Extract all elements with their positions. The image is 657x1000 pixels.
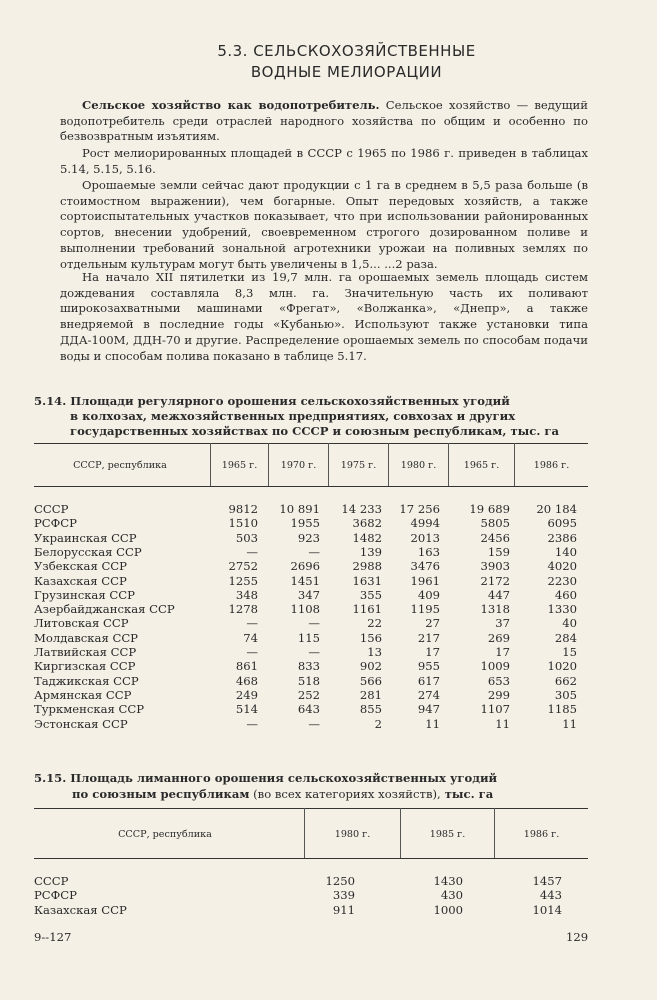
table-515-header-year: 1986 г. — [523, 829, 560, 840]
table-515-header-year: 1985 г. — [429, 829, 466, 840]
table-515-region-cell: СССР — [34, 874, 69, 888]
table-514-value-cell: 566 — [359, 673, 382, 688]
table-514-row — [34, 702, 588, 716]
table-514-value-cell: — — [246, 544, 258, 559]
table-515-caption-normal: (во всех категориях хозяйств), — [249, 787, 441, 801]
table-514-value-cell: 2456 — [480, 530, 510, 545]
table-514-value-cell: 2013 — [410, 530, 440, 545]
table-514-region-cell: Грузинская ССР — [34, 587, 135, 602]
section-title-line1: 5.3. СЕЛЬСКОХОЗЯЙСТВЕННЫЕ — [217, 42, 476, 60]
paragraph-4: На начало XII пятилетки из 19,7 млн. га орошаемых земель площадь систем дождевания составляла 8,3 млн. га. Значительную часть их поливают широкозахватными машинами «Фрегат», «Волжанка», «Днепр», а также внедряемой в последние годы «Кубанью». Используют также установки типа ДДА-100М, ДДН-70 и другие. Распределение орошаемых земель по способам подачи воды и способам полива показано в таблице 5.17. — [60, 270, 588, 363]
table-514-value-cell: 1631 — [352, 573, 382, 588]
table-514-region-cell: Молдавская ССР — [34, 630, 138, 645]
table-514-value-cell: — — [308, 645, 320, 659]
table-514-region-cell: Туркменская ССР — [34, 702, 145, 717]
table-514-value-cell: 4020 — [547, 559, 577, 574]
table-514-row — [34, 616, 588, 630]
table-514-caption-line3: государственных хозяйствах по СССР и союзным республикам, тыс. га — [70, 424, 560, 438]
table-514-value-cell: 1020 — [547, 659, 577, 674]
table-514-value-cell: 299 — [487, 687, 510, 702]
table-514-header-year: 1986 г. — [533, 460, 570, 471]
section-title-line2: ВОДНЫЕ МЕЛИОРАЦИИ — [250, 63, 443, 81]
table-514-value-cell: 662 — [554, 673, 577, 688]
table-514-value-cell: 281 — [359, 687, 382, 702]
table-514-value-cell: 902 — [359, 659, 382, 674]
table-514-value-cell: — — [246, 645, 258, 659]
table-514-region-cell: СССР — [34, 502, 69, 516]
page-number: 129 — [566, 930, 589, 944]
table-514-value-cell: 2386 — [547, 530, 577, 545]
table-514-row — [34, 502, 588, 516]
table-514-header-year: 1975 г. — [340, 460, 377, 471]
table-515-value-cell: 339 — [332, 888, 355, 903]
table-515-row — [34, 874, 588, 888]
table-514-value-cell: 1107 — [480, 702, 510, 717]
table-514-value-cell: 1255 — [228, 573, 258, 588]
table-514-value-cell: 4994 — [410, 516, 440, 531]
table-514-value-cell: 1330 — [547, 602, 577, 617]
table-515-caption-tail: тыс. га — [440, 787, 494, 801]
table-514-value-cell: — — [308, 716, 320, 731]
table-515-value-cell: 1000 — [433, 902, 463, 917]
table-514-value-cell: 1451 — [290, 573, 320, 588]
paragraph-2: Рост мелиорированных площадей в СССР с 1965 по 1986 г. приведен в таблицах 5.14, 5.15, 5.16. — [60, 146, 588, 176]
table-514-value-cell: 947 — [417, 702, 440, 717]
table-514-value-cell: 1195 — [410, 602, 440, 617]
table-514-value-cell: 17 — [495, 645, 510, 659]
table-514-value-cell: 923 — [297, 530, 320, 545]
table-515-caption-bold: по союзным республикам — [72, 787, 250, 801]
table-514-value-cell: 37 — [495, 616, 510, 631]
table-514-value-cell: 833 — [297, 659, 320, 674]
table-514-row — [34, 717, 588, 731]
table-514-row — [34, 602, 588, 616]
table-514-value-cell: 468 — [235, 673, 258, 688]
table-514-top-rule — [34, 443, 588, 444]
table-514-value-cell: — — [246, 716, 258, 731]
table-514-value-cell: 514 — [235, 702, 258, 717]
table-514-value-cell: 19 689 — [469, 502, 510, 516]
table-514-value-cell: 2696 — [290, 559, 320, 574]
table-514-value-cell: 11 — [562, 716, 577, 731]
table-514-region-cell: Украинская ССР — [34, 530, 137, 545]
table-514-value-cell: 40 — [562, 616, 577, 631]
table-514-region-cell: Латвийская ССР — [34, 645, 137, 659]
table-514-value-cell: 274 — [417, 687, 440, 702]
table-514-value-cell: 2172 — [480, 573, 510, 588]
table-514-value-cell: 159 — [487, 544, 510, 559]
table-514-value-cell: 9812 — [228, 502, 258, 516]
table-514-value-cell: 284 — [554, 630, 577, 645]
table-514-value-cell: 3682 — [352, 516, 382, 531]
paragraph-3: Орошаемые земли сейчас дают продукции с 1 га в среднем в 5,5 раза больше (в стоимостном выражении), чем богарные. Опыт передовых хозяйств, а также сортоиспытательных участков показывает, что при использовании районированных сортов, внесении удобрений, своевременном строгого дозированном поливе и выполнении требований зональной агротехники урожаи на поливных землях по отдельным культурам могут быть увеличены в 1,5... ...2 раза. — [60, 178, 588, 271]
table-514-row — [34, 645, 588, 659]
table-514-value-cell: 11 — [495, 716, 510, 731]
table-514-value-cell: 22 — [367, 616, 382, 631]
table-514-value-cell: 1510 — [228, 516, 258, 531]
table-514-value-cell: 15 — [562, 645, 577, 659]
table-514-value-cell: 1185 — [547, 702, 577, 717]
table-514-header-year: 1965 г. — [221, 460, 258, 471]
table-515-value-cell: 1457 — [532, 874, 562, 888]
table-514-row — [34, 688, 588, 702]
table-515-top-rule — [34, 808, 588, 809]
table-514-header-year: 1970 г. — [280, 460, 317, 471]
table-514-value-cell: 13 — [367, 645, 382, 659]
printer-signature: 9--127 — [34, 930, 72, 944]
table-514-value-cell: 503 — [235, 530, 258, 545]
table-514-region-cell: Литовская ССР — [34, 616, 129, 631]
table-515-value-cell: 430 — [440, 888, 463, 903]
table-514-row — [34, 559, 588, 573]
table-514-row — [34, 516, 588, 530]
table-514-value-cell: 269 — [487, 630, 510, 645]
table-514-row — [34, 659, 588, 673]
table-514-value-cell: 1961 — [410, 573, 440, 588]
table-514-value-cell: 643 — [297, 702, 320, 717]
table-514-value-cell: 447 — [487, 587, 510, 602]
table-515-value-cell: 443 — [539, 888, 562, 903]
table-514-region-cell: Казахская ССР — [34, 573, 127, 588]
table-514-row — [34, 531, 588, 545]
table-514-region-cell: Киргизская ССР — [34, 659, 136, 674]
table-515-row — [34, 888, 588, 902]
table-514-value-cell: — — [246, 616, 258, 631]
table-514-value-cell: 252 — [297, 687, 320, 702]
table-515-region-cell: РСФСР — [34, 888, 77, 903]
table-514-value-cell: 115 — [297, 630, 320, 645]
table-514-value-cell: 163 — [417, 544, 440, 559]
table-514-value-cell: 653 — [487, 673, 510, 688]
table-514-value-cell: 11 — [425, 716, 440, 731]
table-515-header-region: СССР, республика — [118, 829, 212, 840]
table-514-row — [34, 588, 588, 602]
table-514-value-cell: 409 — [417, 587, 440, 602]
table-515-value-cell: 1430 — [433, 874, 463, 888]
table-514-value-cell: 2 — [374, 716, 382, 731]
table-514-value-cell: 14 233 — [341, 502, 382, 516]
table-515-header-year: 1980 г. — [334, 829, 371, 840]
table-514-value-cell: 217 — [417, 630, 440, 645]
table-514-value-cell: — — [308, 544, 320, 559]
table-514-value-cell: 17 256 — [399, 502, 440, 516]
table-514-value-cell: 855 — [359, 702, 382, 717]
table-515-region-cell: Казахская ССР — [34, 902, 127, 917]
table-514-region-cell: Азербайджанская ССР — [34, 602, 175, 617]
table-514-value-cell: 3903 — [480, 559, 510, 574]
table-514-value-cell: 2230 — [547, 573, 577, 588]
paragraph-1-text: Сельское хозяйство — ведущий водопотребитель среди отраслей народного хозяйства по общим и особенно по безвозвратным изъятиям. — [60, 98, 588, 144]
table-514-value-cell: 249 — [235, 687, 258, 702]
table-514-value-cell: 1318 — [480, 602, 510, 617]
table-514-row — [34, 631, 588, 645]
table-514-value-cell: 1278 — [228, 602, 258, 617]
table-514-value-cell: 348 — [235, 587, 258, 602]
table-514-header-year: 1965 г. — [463, 460, 500, 471]
table-514-value-cell: 955 — [417, 659, 440, 674]
table-514-value-cell: 2988 — [352, 559, 382, 574]
table-514-row — [34, 574, 588, 588]
table-514-value-cell: 1108 — [290, 602, 320, 617]
table-515-value-cell: 911 — [332, 902, 355, 917]
table-514-value-cell: 347 — [297, 587, 320, 602]
table-514-row — [34, 545, 588, 559]
table-514-value-cell: 1009 — [480, 659, 510, 674]
table-514-header-year: 1980 г. — [400, 460, 437, 471]
table-514-value-cell: 156 — [359, 630, 382, 645]
table-514-value-cell: 140 — [554, 544, 577, 559]
table-515-header-rule — [34, 858, 588, 859]
table-514-value-cell: 20 184 — [536, 502, 577, 516]
table-514-value-cell: 2752 — [228, 559, 258, 574]
table-514-value-cell: 27 — [425, 616, 440, 631]
table-514-value-cell: 74 — [243, 630, 258, 645]
table-515-value-cell: 1250 — [325, 874, 355, 888]
table-514-region-cell: Таджикская ССР — [34, 673, 139, 688]
table-514-region-cell: РСФСР — [34, 516, 77, 531]
table-514-header-rule — [34, 486, 588, 487]
table-514-value-cell: 10 891 — [279, 502, 320, 516]
table-514-value-cell: 139 — [359, 544, 382, 559]
table-514-value-cell: 5805 — [480, 516, 510, 531]
table-514-region-cell: Эстонская ССР — [34, 716, 128, 731]
table-515-caption-line1: 5.15. Площадь лиманного орошения сельскохозяйственных угодий — [34, 771, 498, 785]
table-514-value-cell: 305 — [554, 687, 577, 702]
table-515-value-cell: 1014 — [532, 902, 562, 917]
table-514-value-cell: 861 — [235, 659, 258, 674]
table-515-row — [34, 903, 588, 917]
table-514-value-cell: 6095 — [547, 516, 577, 531]
table-514-row — [34, 674, 588, 688]
paragraph-1 — [60, 98, 588, 145]
table-514-value-cell: 3476 — [410, 559, 440, 574]
table-514-region-cell: Белорусская ССР — [34, 544, 142, 559]
table-514-value-cell: 460 — [554, 587, 577, 602]
table-514-value-cell: 1482 — [352, 530, 382, 545]
table-514-value-cell: 1955 — [290, 516, 320, 531]
table-514-value-cell: 518 — [297, 673, 320, 688]
table-514-value-cell: — — [308, 616, 320, 631]
table-514-value-cell: 17 — [425, 645, 440, 659]
table-514-region-cell: Узбекская ССР — [34, 559, 127, 574]
paragraph-1-lead: Сельское хозяйство как водопотребитель. — [82, 98, 380, 112]
table-515-caption-line2 — [72, 787, 493, 803]
table-514-value-cell: 1161 — [352, 602, 382, 617]
table-514-value-cell: 617 — [417, 673, 440, 688]
table-514-caption-line2: в колхозах, межхозяйственных предприятиях, совхозах и других — [70, 409, 516, 423]
table-514-caption-line1: 5.14. Площади регулярного орошения сельскохозяйственных угодий — [34, 394, 510, 408]
table-514-value-cell: 355 — [359, 587, 382, 602]
table-514-header-region: СССР, республика — [73, 460, 167, 471]
table-514-region-cell: Армянская ССР — [34, 687, 132, 702]
